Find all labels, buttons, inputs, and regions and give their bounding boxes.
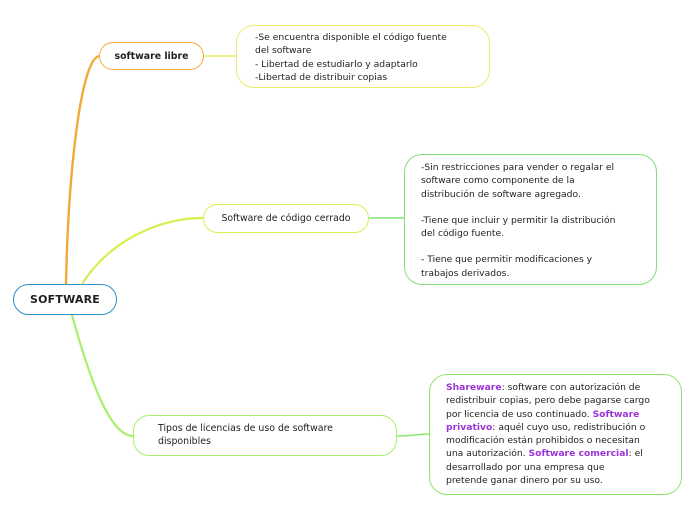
note-line: - Libertad de estudiarlo y adaptarlo [255, 58, 418, 70]
note-text: una autorización. [446, 448, 529, 460]
note-line [446, 474, 603, 487]
note-line: del código fuente. [421, 228, 505, 240]
note-line: -Tiene que incluir y permitir la distribución [421, 214, 616, 226]
connector-root-software-libre [66, 56, 99, 284]
note-text: : software con autorización de [501, 382, 641, 393]
note-line: distribución de software agregado. [421, 188, 581, 200]
connector-tipos-note [397, 434, 429, 436]
note-line [446, 461, 604, 474]
note-line [446, 421, 645, 434]
note-text: desarrollado por una empresa que [446, 461, 605, 473]
note-text: pretende ganar dinero por su uso. [446, 475, 603, 487]
root-label: SOFTWARE [29, 293, 101, 306]
highlighted-term: Software comercial [528, 448, 629, 460]
note-tipos-licencias[interactable] [429, 374, 682, 495]
highlighted-term: privativo [446, 421, 493, 433]
note-codigo-cerrado[interactable] [404, 154, 657, 285]
note-text: : el [628, 448, 643, 460]
note-line [446, 394, 650, 407]
note-line: -Sin restricciones para vender o regalar el [421, 162, 615, 173]
root-node-software[interactable] [13, 284, 117, 315]
note-line: -Libertad de distribuir copias [255, 71, 388, 83]
note-line: software como componente de la [421, 175, 575, 187]
branch-label-software-libre: software libre [114, 50, 189, 62]
note-text: por licencia de uso continuado. [446, 408, 593, 420]
branch-label-line: disponibles [158, 435, 211, 447]
highlighted-term: Shareware [446, 382, 502, 393]
note-line: -Se encuentra disponible el código fuente [255, 32, 447, 43]
note-line [446, 381, 640, 394]
note-text: : aquél cuyo uso, redistribución o [492, 421, 646, 433]
connector-root-codigo-cerrado [82, 218, 203, 284]
note-software-libre[interactable] [236, 25, 490, 88]
branch-label-tipos-licencias [158, 423, 333, 447]
branch-label-codigo-cerrado: Software de código cerrado [221, 213, 351, 224]
branch-node-software-libre[interactable] [99, 42, 204, 70]
note-text: modificación están prohibidos o necesitan [446, 435, 640, 447]
highlighted-term: Software [592, 408, 640, 420]
branch-node-codigo-cerrado[interactable] [203, 204, 369, 233]
note-line: - Tiene que permitir modificaciones y [421, 254, 593, 266]
branch-label-line: Tipos de licencias de uso de software [158, 423, 333, 435]
note-line: del software [255, 45, 312, 57]
branch-node-tipos-licencias[interactable] [133, 415, 397, 456]
note-line: trabajos derivados. [421, 267, 510, 279]
note-line [446, 447, 643, 460]
note-line [446, 434, 640, 447]
connector-root-tipos-licencias [72, 315, 133, 436]
note-line [446, 408, 639, 421]
note-text: redistribuir copias, pero debe pagarse cargo [446, 395, 650, 407]
